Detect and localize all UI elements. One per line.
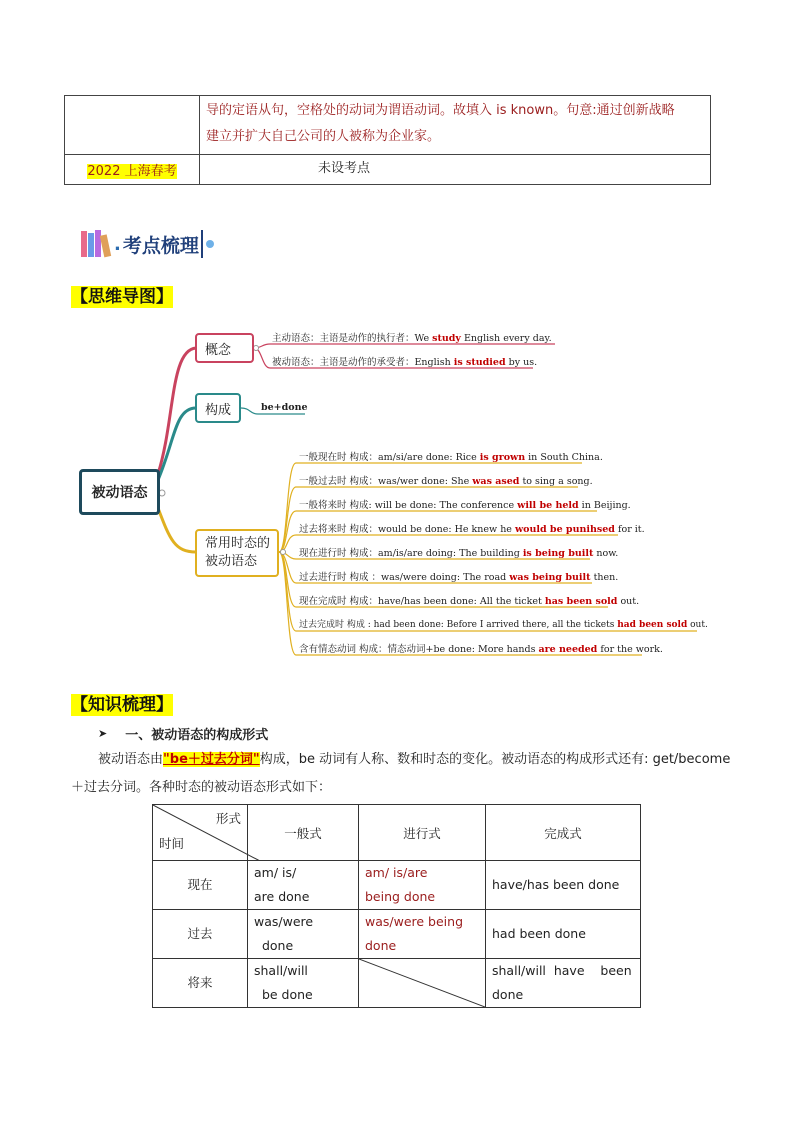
table-row: 将来 shall/will be done shall/will have been done — [153, 959, 641, 1008]
mindmap-leaf: 过去进行时 构成 ：was/were doing: The road was being built then. — [299, 572, 619, 583]
exam-value: 未设考点 — [318, 161, 371, 176]
mindmap-leaf: 一般现在时 构成：am/si/are done: Rice is grown in South China. — [299, 452, 603, 463]
mindmap-leaf: be+done — [261, 402, 308, 413]
highlight-text: "be＋过去分词" — [163, 752, 260, 767]
mindmap-leaf: 含有情态动词 构成：情态动词+be done: More hands are needed for the work. — [299, 644, 663, 655]
mindmap-leaf: 过去将来时 构成：would be done: He knew he would be punihsed for it. — [299, 524, 645, 535]
mindmap-leaf: 一般过去时 构成：was/wer done: She was ased to sing a song. — [299, 476, 593, 487]
mindmap-heading: 【思维导图】 — [71, 287, 173, 307]
table-header: 进行式 — [359, 805, 486, 861]
body-paragraph: 被动语态由"be＋过去分词"构成，be 动词有人称、数和时态的变化。被动语态的构成形式还有: get/become — [98, 752, 731, 767]
diagonal-line — [359, 959, 485, 1007]
section-title-text: 考点梳理 — [122, 234, 199, 257]
passive-forms-table — [152, 804, 641, 1008]
mindmap-leaf: 过去完成时 构成 : had been done: Before I arrived there, all the tickets had been sold out. — [299, 620, 708, 630]
knowledge-heading: 【知识梳理】 — [71, 695, 173, 715]
mindmap-leaf: 被动语态：主语是动作的承受者：English is studied by us. — [272, 357, 538, 368]
mindmap-branch-tenses: 常用时态的被动语态 — [195, 529, 279, 577]
mindmap-root: 被动语态 — [79, 469, 160, 515]
answer-text: is known — [496, 103, 554, 118]
explanation-text: 建立并扩大自己公司的人被称为企业家。 — [206, 129, 441, 144]
table-row: 过去 was/were done was/were being done had been done — [153, 910, 641, 959]
explanation-text: 导的定语从句，空格处的动词为谓语动词。故填入 — [206, 103, 497, 118]
table-header-corner: 形式 时间 — [153, 805, 248, 861]
diagonal-line — [153, 805, 260, 861]
mindmap-branch-concept: 概念 — [195, 333, 254, 363]
mindmap-leaf: 主动语态：主语是动作的执行者：We study English every day. — [272, 333, 552, 344]
arrow-bullet-icon: ➤ — [98, 727, 108, 740]
mindmap-branch-form: 构成 — [195, 393, 241, 423]
exam-label: 2022 上海春考 — [87, 164, 177, 179]
explanation-text: 。句意:通过创新战略 — [553, 103, 675, 118]
empty-cell — [359, 959, 486, 1008]
mindmap-leaf: 现在进行时 构成：am/is/are doing: The building is being built now. — [299, 548, 619, 559]
section-title: . 考点梳理 — [80, 228, 214, 260]
table-row: 现在 am/ is/ are done am/ is/are being done have/has been done — [153, 861, 641, 910]
subheading: ➤ 一、被动语态的构成形式 — [98, 727, 269, 743]
mindmap-leaf: 一般将来时 构成: will be done: The conference will be held in Beijing. — [299, 500, 631, 511]
mindmap-leaf: 现在完成时 构成：have/has been done: All the ticket has been sold out. — [299, 596, 640, 607]
body-paragraph-line2: ＋过去分词。各种时态的被动语态形式如下： — [71, 780, 332, 795]
table-header: 一般式 — [248, 805, 359, 861]
table-header: 完成式 — [486, 805, 641, 861]
